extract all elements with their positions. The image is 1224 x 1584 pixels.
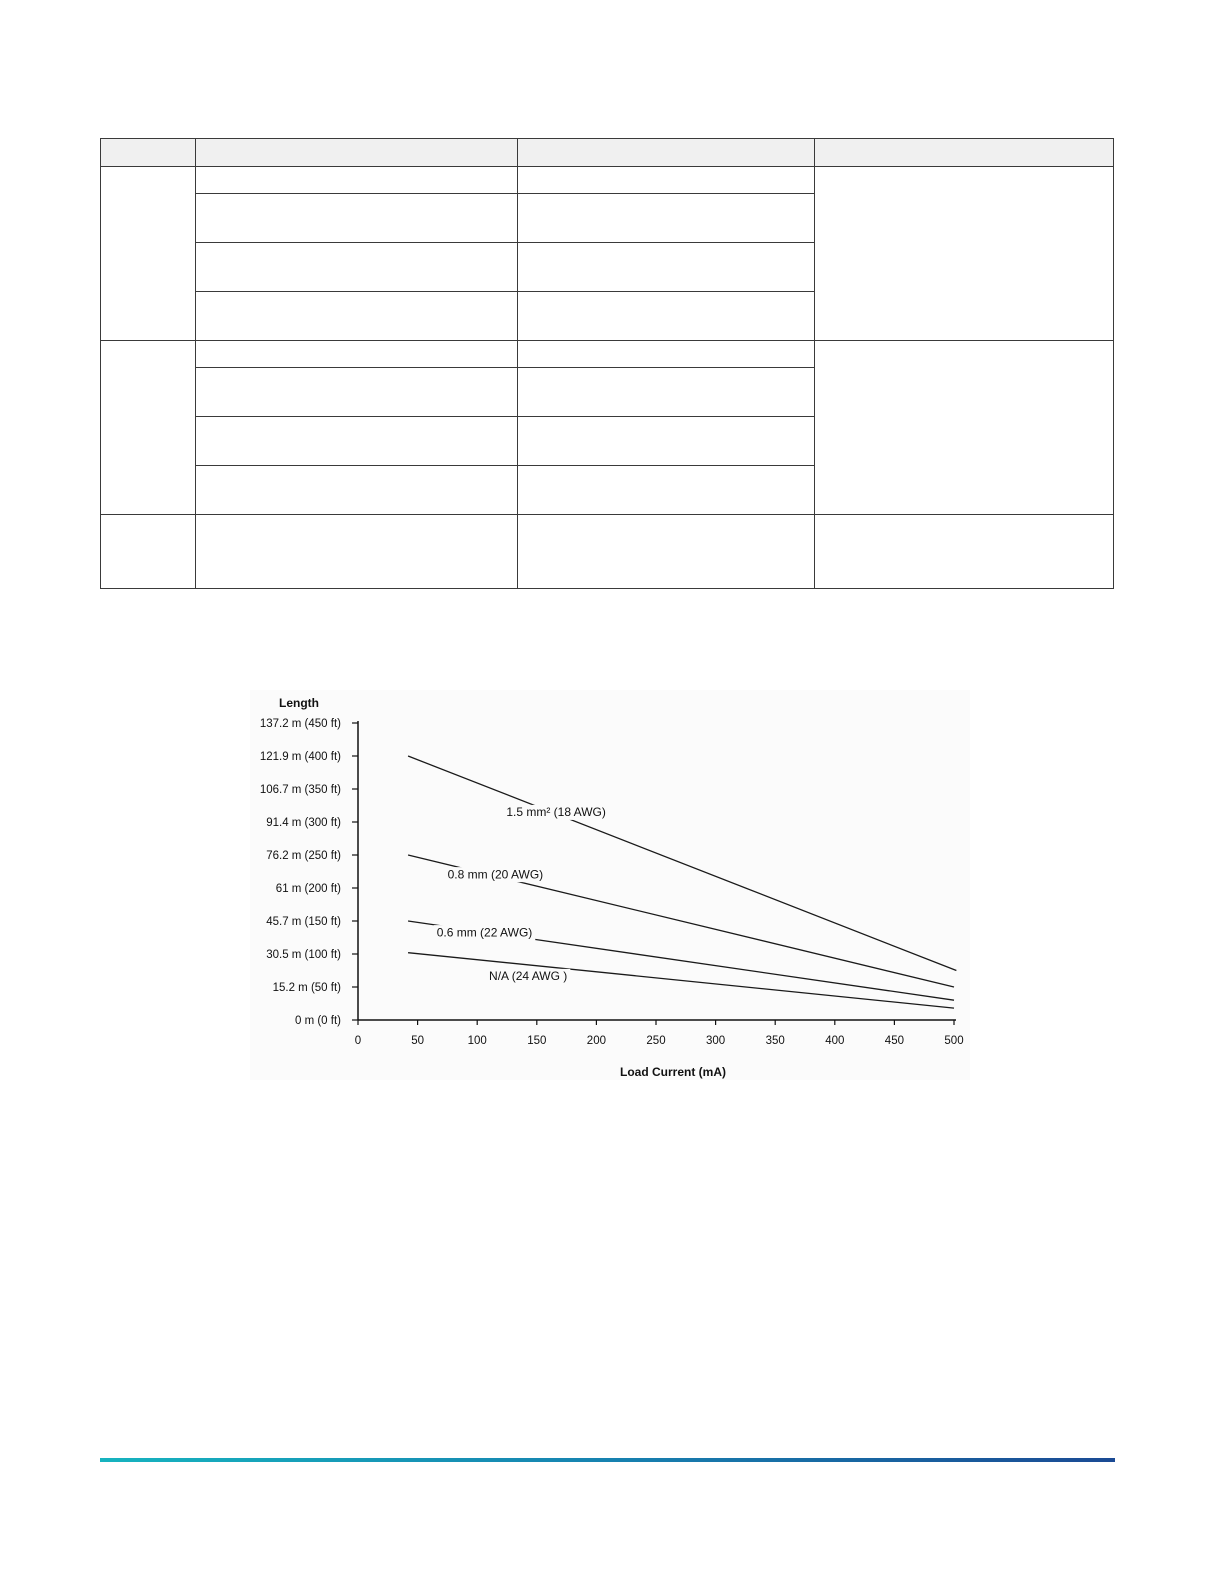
- specification-table: [100, 138, 1114, 589]
- table-row: [101, 515, 1114, 589]
- y-axis-title: Length: [279, 696, 319, 710]
- y-tick-label: 137.2 m (450 ft): [259, 718, 341, 730]
- group-note-cell: [815, 515, 1114, 589]
- table-cell: [518, 167, 815, 194]
- table-header-cell: [518, 139, 815, 167]
- x-tick-label: 400: [825, 1035, 845, 1047]
- y-tick-label: 15.2 m (50 ft): [272, 982, 341, 994]
- y-tick-label: 30.5 m (100 ft): [266, 949, 341, 961]
- x-tick-label: 450: [884, 1035, 904, 1047]
- table-cell: [518, 243, 815, 292]
- table-cell: [518, 341, 815, 368]
- series-label: 0.8 mm (20 AWG): [447, 867, 544, 882]
- table-cell: [518, 466, 815, 515]
- series-label: 1.5 mm² (18 AWG): [506, 805, 606, 820]
- table-header-cell: [101, 139, 196, 167]
- group-label-cell: [101, 515, 196, 589]
- table-header-cell: [196, 139, 518, 167]
- table-cell: [196, 368, 518, 417]
- x-tick-label: 0: [354, 1035, 362, 1047]
- x-tick-label: 350: [765, 1035, 785, 1047]
- series-label: 0.6 mm (22 AWG): [436, 925, 533, 940]
- y-tick-label: 61 m (200 ft): [275, 883, 341, 895]
- y-tick-label: 0 m (0 ft): [294, 1015, 341, 1027]
- table-cell: [196, 515, 518, 589]
- series-label: N/A (24 AWG ): [489, 969, 568, 984]
- y-tick-label: 45.7 m (150 ft): [266, 916, 341, 928]
- x-tick-label: 50: [411, 1035, 424, 1047]
- x-tick-label: 200: [586, 1035, 606, 1047]
- group-note-cell: [815, 341, 1114, 515]
- group-label-cell: [101, 167, 196, 341]
- x-tick-label: 300: [706, 1035, 726, 1047]
- table-cell: [518, 368, 815, 417]
- y-tick-label: 106.7 m (350 ft): [259, 784, 341, 796]
- table-cell: [196, 243, 518, 292]
- table-cell: [196, 341, 518, 368]
- wire-length-chart: [250, 690, 970, 1080]
- chart-canvas: [250, 690, 970, 1080]
- x-axis-title: Load Current (mA): [620, 1065, 726, 1079]
- y-tick-label: 91.4 m (300 ft): [266, 817, 341, 829]
- y-tick-label: 121.9 m (400 ft): [259, 751, 341, 763]
- table-cell: [518, 194, 815, 243]
- x-tick-label: 250: [646, 1035, 666, 1047]
- table-cell: [196, 194, 518, 243]
- table-header-cell: [815, 139, 1114, 167]
- table-header-row: [101, 139, 1114, 167]
- table-cell: [196, 466, 518, 515]
- x-tick-label: 100: [467, 1035, 487, 1047]
- table-row: [101, 167, 1114, 194]
- table-cell: [196, 417, 518, 466]
- group-note-cell: [815, 167, 1114, 341]
- table-cell: [518, 515, 815, 589]
- footer-rule: [100, 1458, 1115, 1462]
- table-row: [101, 341, 1114, 368]
- table-cell: [196, 167, 518, 194]
- x-tick-label: 150: [527, 1035, 547, 1047]
- table-cell: [518, 292, 815, 341]
- table-cell: [518, 417, 815, 466]
- group-label-cell: [101, 341, 196, 515]
- y-tick-label: 76.2 m (250 ft): [266, 850, 341, 862]
- table-cell: [196, 292, 518, 341]
- x-tick-label: 500: [944, 1035, 964, 1047]
